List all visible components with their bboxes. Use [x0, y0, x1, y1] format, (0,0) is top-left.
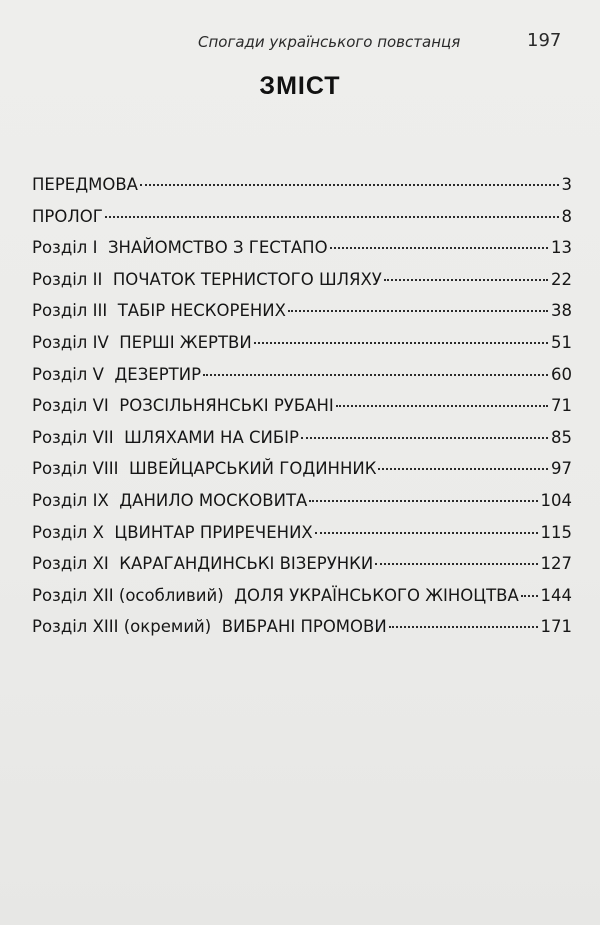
page-number: 197 [527, 30, 562, 51]
toc-entry [32, 329, 572, 361]
toc-entry [32, 455, 572, 487]
toc-entry-title: ПОЧАТОК ТЕРНИСТОГО ШЛЯХУ [112, 269, 382, 289]
dot-leader [336, 405, 548, 407]
toc-entry-chapter-label: Розділ І [32, 238, 98, 258]
toc-entry [32, 550, 572, 582]
toc-entry [32, 519, 572, 551]
toc-entry [32, 266, 572, 298]
toc-entry-page-number: 127 [540, 554, 572, 574]
toc-entry-title: ПРОЛОГ [32, 206, 103, 226]
label-spacer [109, 550, 120, 578]
label-spacer [119, 455, 130, 483]
toc-entry-page-number: 171 [540, 617, 572, 637]
toc-entry-page-number: 13 [551, 238, 572, 258]
toc-entry-chapter-label: Розділ ІІ [32, 269, 103, 289]
label-spacer [114, 424, 125, 452]
label-spacer [211, 613, 222, 641]
toc-entry-page-number: 97 [551, 459, 572, 479]
toc-entry-title: ДЕЗЕРТИР [114, 364, 202, 384]
toc-entry-title: ШЛЯХАМИ НА СИБІР [124, 427, 299, 447]
toc-entry-page-number: 3 [561, 175, 572, 194]
toc-entry-page-number: 104 [540, 490, 572, 510]
label-spacer [224, 582, 235, 610]
dot-leader [315, 532, 538, 534]
toc-entry-chapter-label: Розділ XI [32, 554, 109, 574]
dot-leader [375, 563, 537, 565]
toc-entry-page-number: 85 [551, 427, 572, 447]
dot-leader [378, 468, 548, 470]
toc-entry [32, 424, 572, 456]
toc-entry-chapter-label: Розділ VII [32, 427, 114, 447]
toc-entry [32, 171, 572, 203]
label-spacer [109, 329, 120, 357]
label-spacer [104, 519, 115, 547]
toc-entry-title: ЗНАЙОМСТВО З ГЕСТАПО [107, 238, 328, 258]
toc-entry-page-number: 38 [551, 301, 572, 321]
toc-entry [32, 234, 572, 266]
dot-leader [203, 374, 548, 376]
toc-entry-page-number: 71 [551, 396, 572, 416]
toc-entry-title: ВИБРАНІ ПРОМОВИ [221, 617, 387, 637]
toc-entry-title: РОЗСІЛЬНЯНСЬКІ РУБАНІ [119, 396, 334, 416]
toc-entry-chapter-label: Розділ VIII [32, 459, 119, 479]
toc-entry-title: ТАБІР НЕСКОРЕНИХ [117, 301, 286, 321]
toc-entry [32, 361, 572, 393]
dot-leader [105, 216, 559, 218]
dot-leader [140, 184, 559, 186]
dot-leader [288, 310, 548, 312]
running-header [0, 30, 600, 56]
toc-entry-chapter-label: Розділ IV [32, 332, 109, 352]
toc-entry-chapter-label: Розділ XII (особливий) [32, 585, 224, 605]
toc-entry-page-number: 22 [551, 269, 572, 289]
label-spacer [107, 297, 118, 325]
dot-leader [330, 247, 548, 249]
toc-entry-chapter-label: Розділ X [32, 522, 104, 542]
toc-heading: ЗМІСТ [259, 72, 341, 100]
toc-entry-chapter-label: Розділ IX [32, 490, 109, 510]
toc-entry-chapter-label: Розділ V [32, 364, 104, 384]
toc-entry [32, 203, 572, 235]
toc-entry-page-number: 60 [551, 364, 572, 384]
dot-leader [301, 437, 548, 439]
toc-entry-title: ПЕРЕДМОВА [32, 175, 138, 194]
toc-entry-chapter-label: Розділ XIII (окремий) [32, 617, 212, 637]
toc-entry-page-number: 8 [561, 206, 572, 226]
label-spacer [109, 487, 120, 515]
label-spacer [102, 266, 113, 294]
dot-leader [254, 342, 548, 344]
label-spacer [97, 234, 108, 262]
toc-entry-title: ДАНИЛО МОСКОВИТА [119, 490, 308, 510]
dot-leader [521, 595, 538, 597]
toc-entry [32, 582, 572, 614]
toc-entry-chapter-label: Розділ VI [32, 396, 109, 416]
toc-entry-title: ПЕРШІ ЖЕРТВИ [119, 332, 252, 352]
toc-entry-title: КАРАГАНДИНСЬКІ ВІЗЕРУНКИ [119, 554, 374, 574]
toc-entry-page-number: 115 [540, 522, 572, 542]
toc-entry-title: ДОЛЯ УКРАЇНСЬКОГО ЖІНОЦТВА [234, 585, 519, 605]
table-of-contents [32, 171, 572, 645]
running-title: Спогади українського повстанця [198, 33, 461, 51]
label-spacer [104, 361, 115, 389]
toc-entry-page-number: 144 [540, 585, 572, 605]
toc-entry-title: ЦВИНТАР ПРИРЕЧЕНИХ [114, 522, 313, 542]
toc-entry-page-number: 51 [551, 332, 572, 352]
toc-entry [32, 297, 572, 329]
label-spacer [109, 392, 120, 420]
dot-leader [384, 279, 548, 281]
toc-entry [32, 613, 572, 645]
toc-entry [32, 392, 572, 424]
dot-leader [309, 500, 537, 502]
toc-entry-title: ШВЕЙЦАРСЬКИЙ ГОДИННИК [129, 459, 377, 479]
toc-entry [32, 487, 572, 519]
dot-leader [389, 626, 538, 628]
toc-entry-chapter-label: Розділ ІІІ [32, 301, 108, 321]
